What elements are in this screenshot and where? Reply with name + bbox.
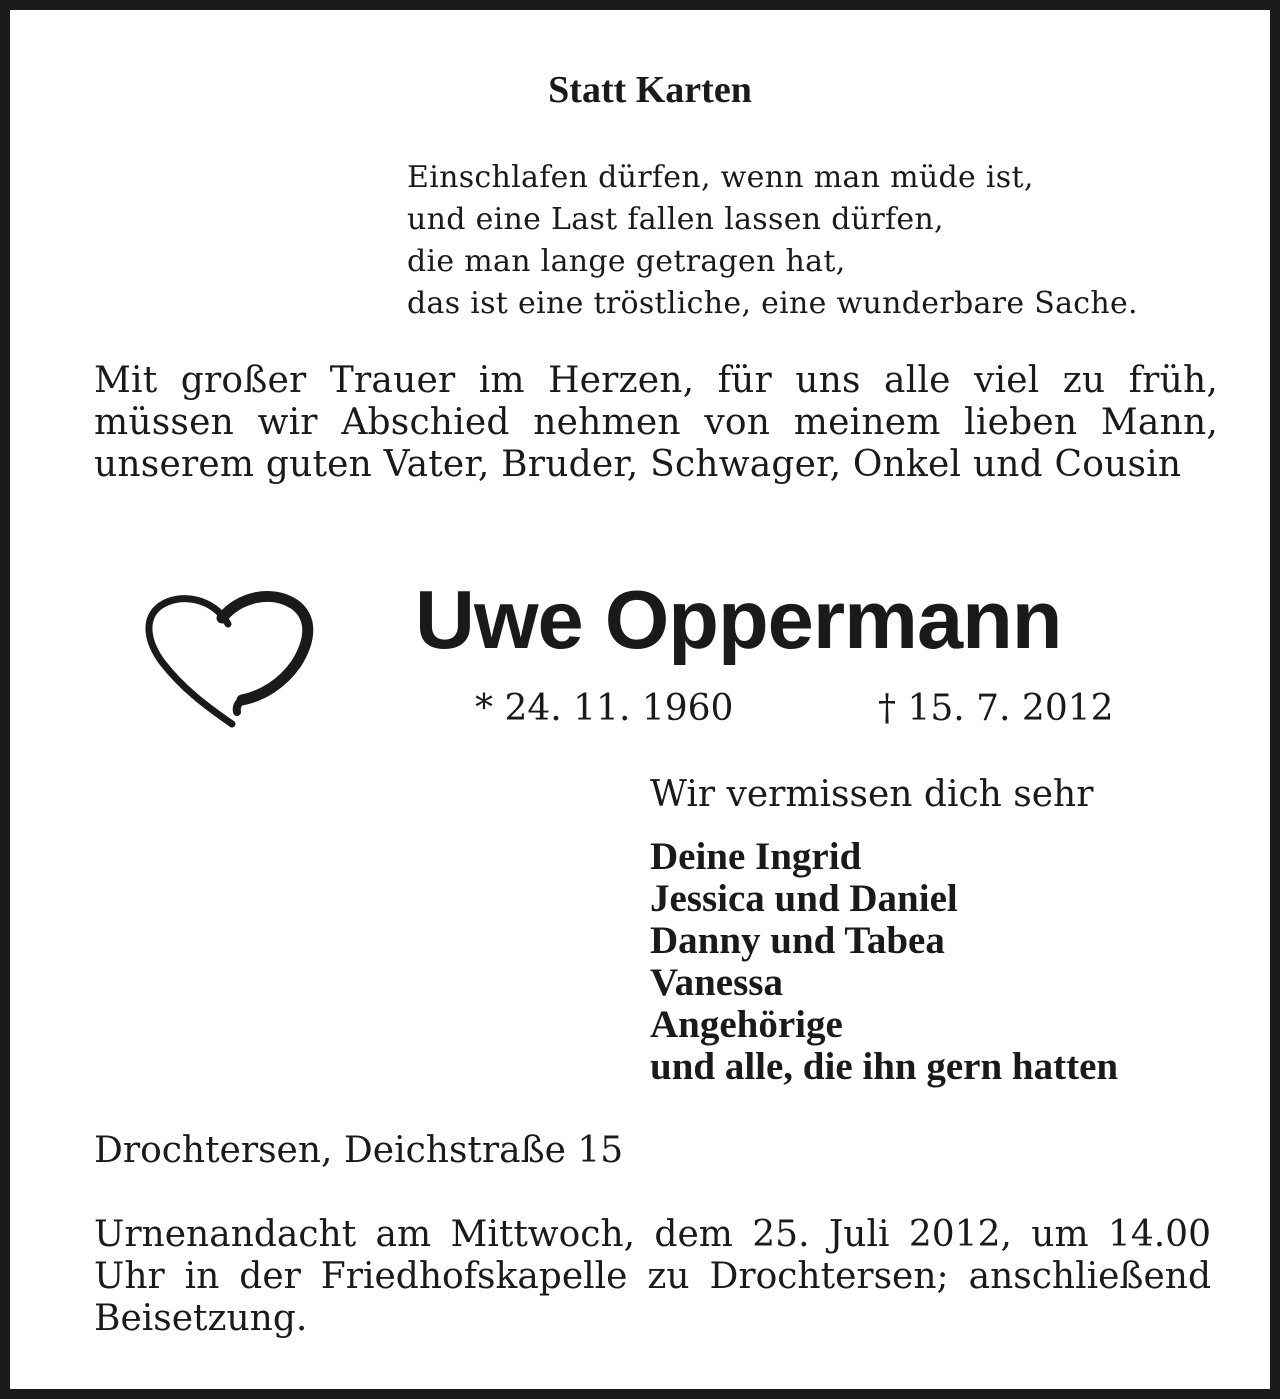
family-address: Drochtersen, Deichstraße 15	[94, 1130, 624, 1171]
mourner-name: und alle, die ihn gern hatten	[650, 1045, 1119, 1088]
poem-line: das ist eine tröstliche, eine wunderbare Sache.	[407, 286, 1138, 321]
birth-date: * 24. 11. 1960	[475, 688, 734, 729]
intro-text: Mit großer Trauer im Herzen, für uns alle viel zu früh, müssen wir Abschied nehmen von meinem lieben Mann, unserem guten Vater, Bruder, Schwager, Onkel und Cousin	[94, 360, 1218, 485]
poem-line: und eine Last fallen lassen dürfen,	[407, 202, 944, 237]
mourner-name: Deine Ingrid	[650, 835, 862, 878]
mourners-list	[650, 836, 1118, 1088]
mourning-message: Wir vermissen dich sehr	[650, 774, 1094, 815]
mourner-name: Jessica und Daniel	[650, 877, 958, 920]
service-details: Urnenandacht am Mittwoch, dem 25. Juli 2012, um 14.00 Uhr in der Friedhofskapelle zu Drochtersen; anschließend Beisetzung.	[94, 1214, 1211, 1339]
death-date: † 15. 7. 2012	[878, 688, 1114, 729]
notice-heading: Statt Karten	[548, 69, 752, 111]
poem-line: Einschlafen dürfen, wenn man müde ist,	[407, 160, 1034, 195]
heart-icon	[142, 580, 317, 730]
poem-line: die man lange getragen hat,	[407, 244, 846, 279]
deceased-name: Uwe Oppermann	[415, 573, 1062, 666]
poem	[407, 157, 1247, 325]
mourner-name: Vanessa	[650, 961, 783, 1004]
mourner-name: Angehörige	[650, 1003, 843, 1046]
mourner-name: Danny und Tabea	[650, 919, 945, 962]
